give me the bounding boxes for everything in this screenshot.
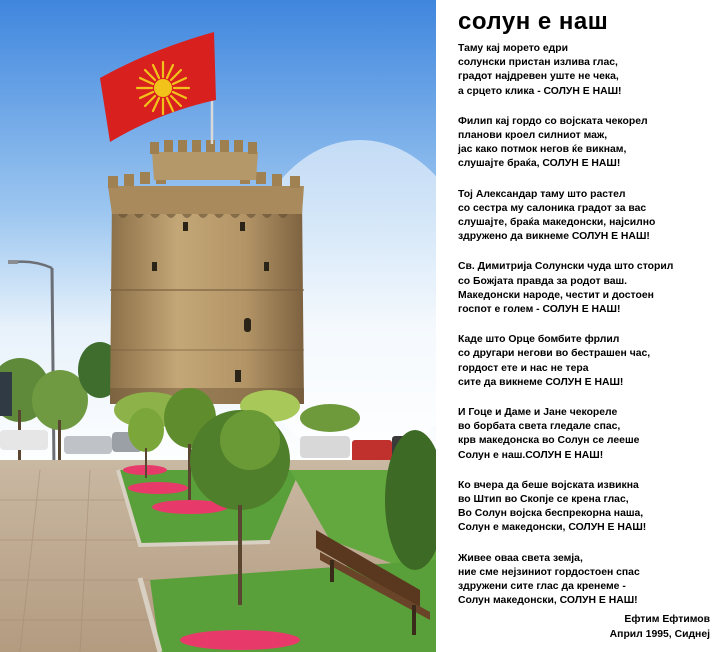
poem-line: со Божјата правда за родот ваш.: [458, 275, 628, 287]
poem-stanzas: [458, 42, 720, 625]
poem-line: слушајте браќа, СОЛУН Е НАШ!: [458, 158, 621, 170]
poem-line: јас како потмок негов ќе викнам,: [458, 144, 627, 156]
poem-line: Таму кај морето едри: [458, 43, 569, 54]
poem-line: крв македонска во Солун се лееше: [458, 435, 640, 447]
poem-line: а срцето клика - СОЛУН Е НАШ!: [458, 85, 622, 97]
poem-line: во борбата света гледале спас,: [458, 421, 621, 433]
poem-line: Ко вчера да беше војската извикна: [458, 479, 639, 491]
poem-line: здружени сите глас да кренеме -: [458, 581, 626, 593]
stanza: [458, 260, 720, 317]
poem-panel: [436, 0, 720, 652]
poem-line: сите да викнеме СОЛУН Е НАШ!: [458, 376, 624, 388]
stanza: [458, 42, 720, 99]
poem-line: слушајте, браќа македонски, најсилно: [458, 217, 656, 229]
poem-line: здружено да викнеме СОЛУН Е НАШ!: [458, 231, 650, 243]
stanza: [458, 406, 720, 463]
poem-line: Живее оваа света земја,: [458, 552, 583, 564]
poem-line: Тој Александар таму што растел: [458, 188, 626, 200]
poem-line: во Штип во Скопје се крена глас,: [458, 494, 629, 506]
poem-line: Св. Димитрија Солунски чуда што сторил: [458, 261, 674, 273]
stanza: [458, 552, 720, 609]
road-sign: [0, 372, 12, 416]
poem-author: Ефтим Ефтимов: [624, 614, 710, 625]
stanza: [458, 333, 720, 390]
poem-line: Каде што Орце бомбите фрлил: [458, 334, 620, 346]
poem-line: со сестра му салоника градот за вас: [458, 202, 647, 214]
stanza: [458, 479, 720, 536]
poem-line: И Гоце и Даме и Јане чекореле: [458, 407, 618, 419]
poem-line: Македонски народе, честит и достоен: [458, 289, 654, 301]
poem-line: Во Солун војска беспрекорна наша,: [458, 508, 644, 520]
poem-title: солун е наш: [458, 8, 609, 35]
poem-line: ние сме нејзиниот гордостоен спас: [458, 566, 640, 578]
poem-line: градот најдревен уште не чека,: [458, 71, 619, 83]
poem-signature: [610, 612, 710, 642]
stanza: [458, 115, 720, 172]
poem-line: Филип кај гордо со војската чекорел: [458, 115, 648, 127]
stanza: [458, 188, 720, 245]
poem-line: со другари негови во бестрашен час,: [458, 348, 651, 360]
poem-line: госпот е голем - СОЛУН Е НАШ!: [458, 304, 621, 316]
poem-date-place: Април 1995, Сиднеј: [609, 629, 710, 640]
poem-line: Солун е наш.СОЛУН Е НАШ!: [458, 449, 604, 461]
poem-line: Солун е македонски, СОЛУН Е НАШ!: [458, 522, 647, 534]
poem-line: гордост ете и нас не тера: [458, 362, 589, 374]
poem-line: солунски пристан излива глас,: [458, 57, 618, 69]
poem-line: Солун македонски, СОЛУН Е НАШ!: [458, 595, 638, 607]
poem-line: планови кроел силниот маж,: [458, 130, 608, 142]
